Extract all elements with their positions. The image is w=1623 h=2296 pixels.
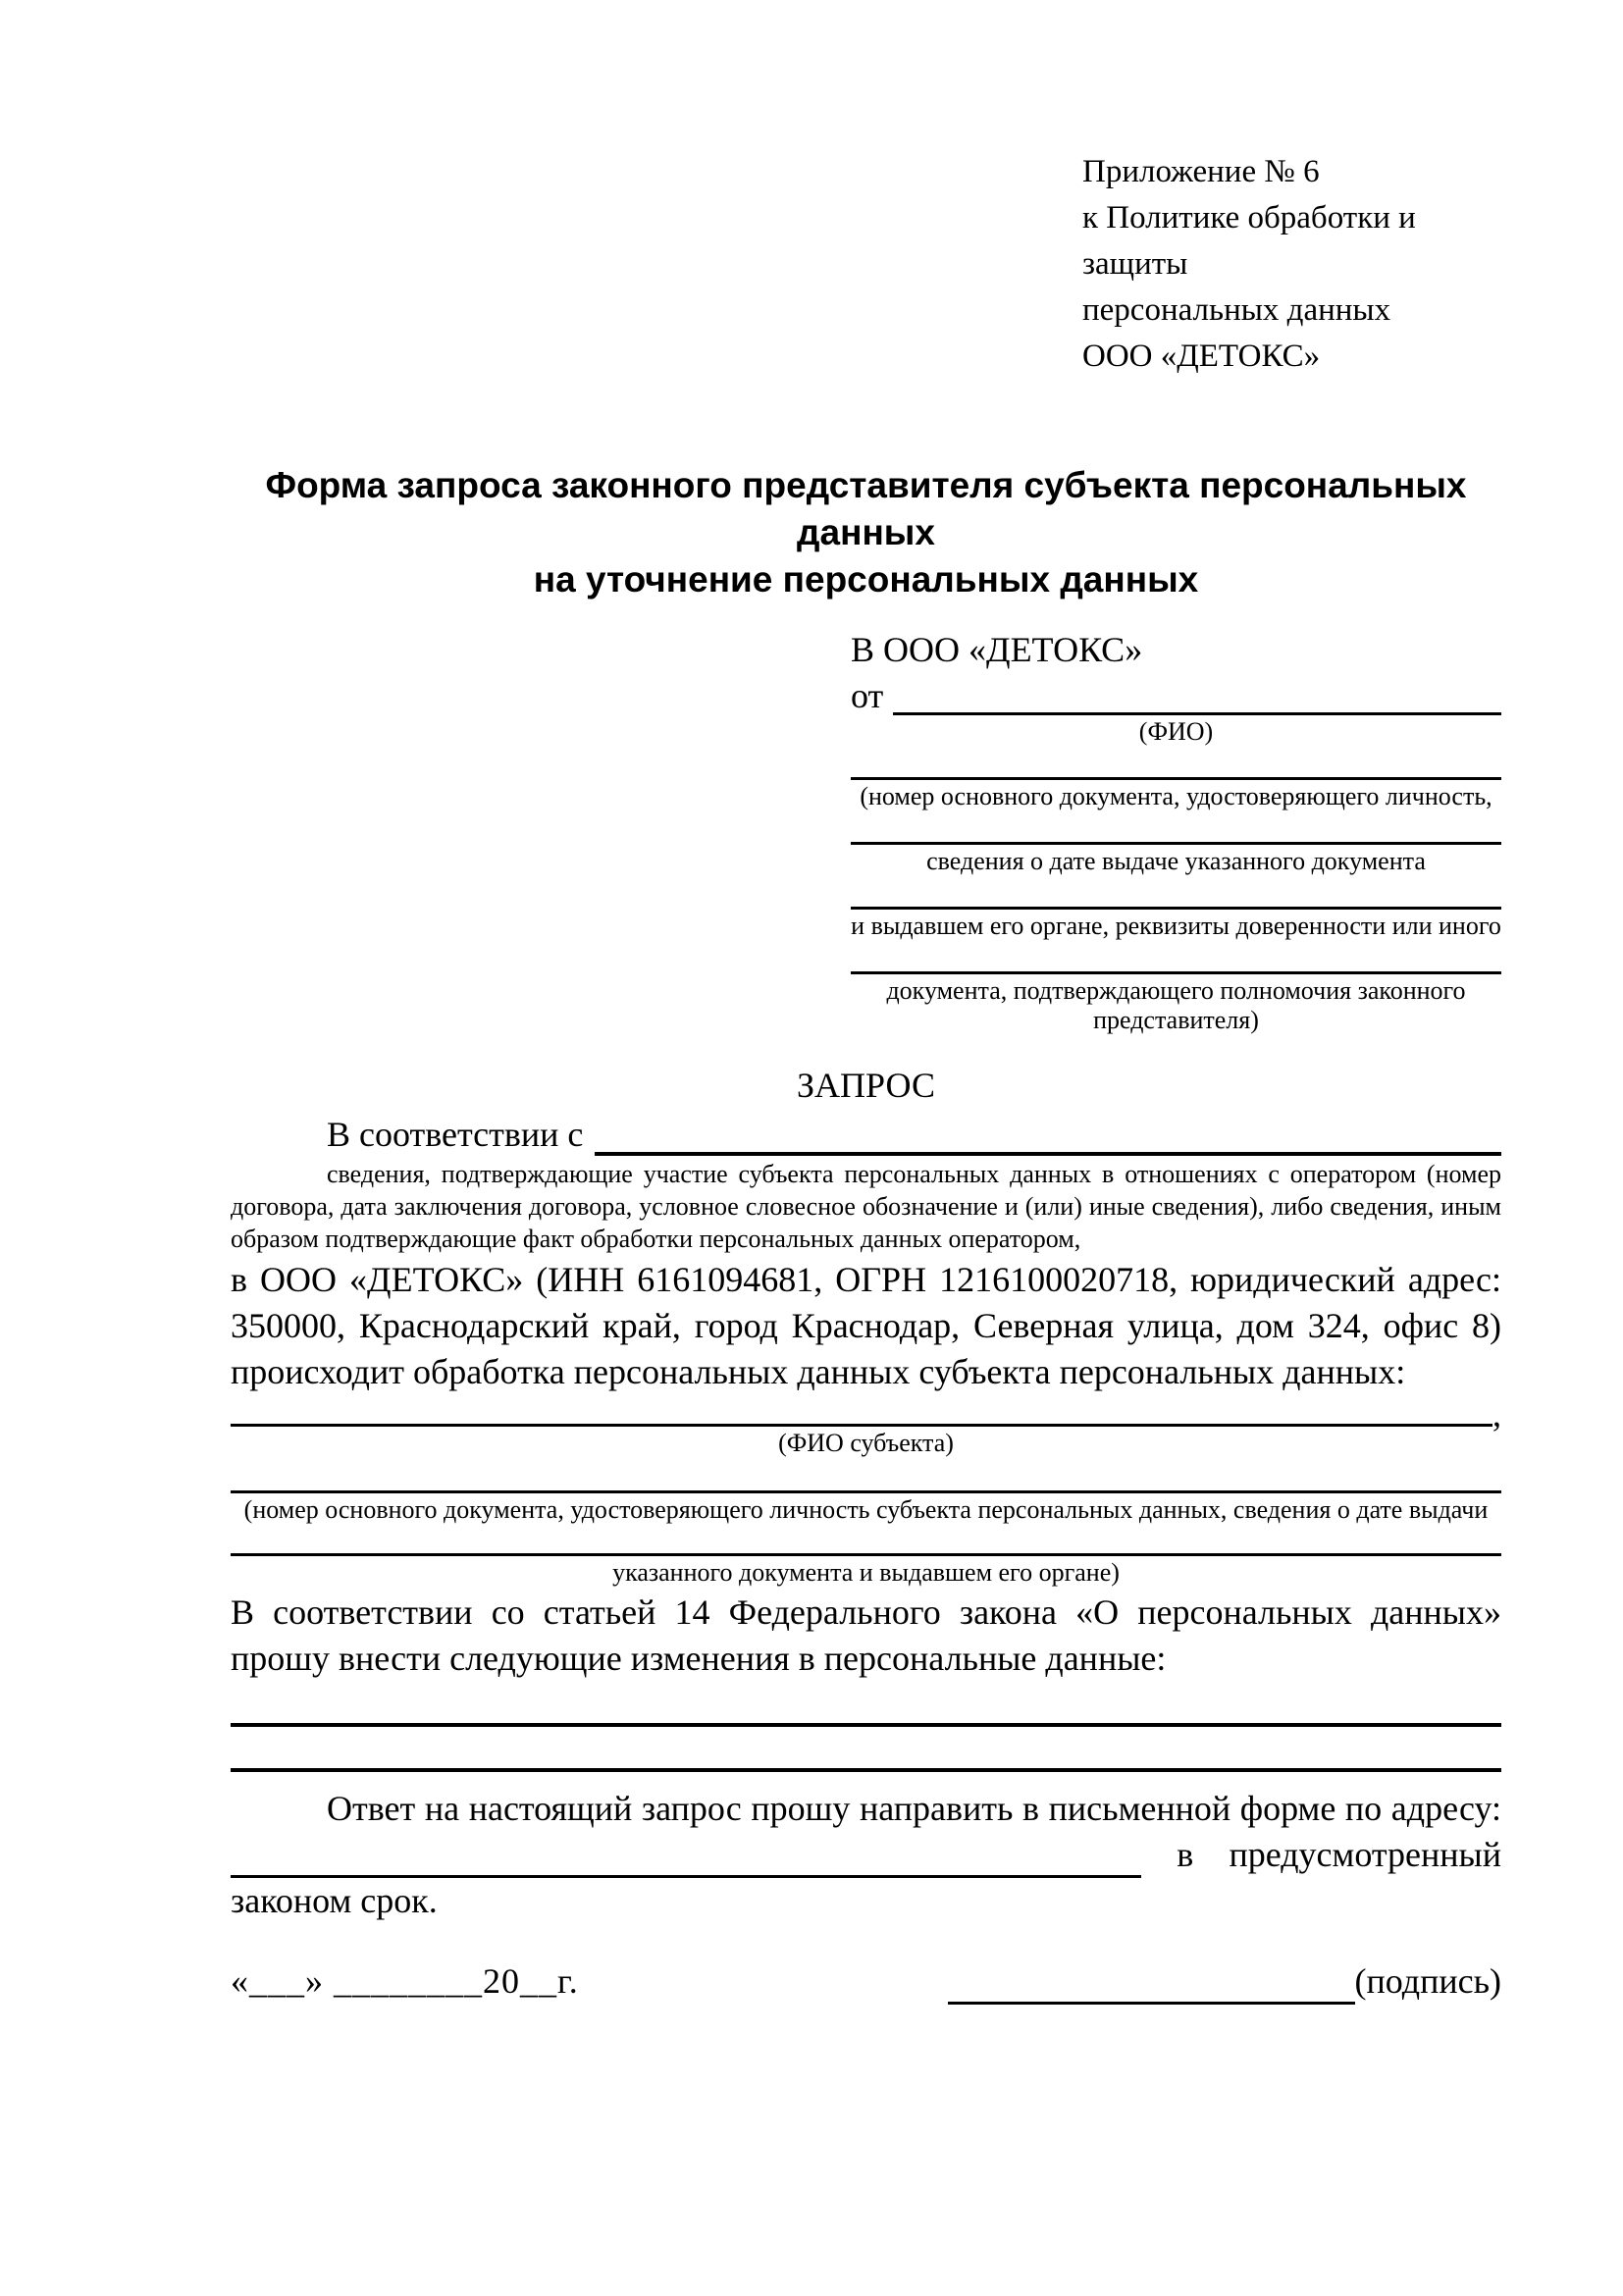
representative-doc-row-1 [851,747,1501,811]
subject-doc-caption-1: (номер основного документа, удостоверяющего личность субъекта персональных данных, сведения о дате выдачи [243,1495,1489,1524]
intro-caption: сведения, подтверждающие участие субъекта персональных данных в отношениях с оператором (номер договора, дата заключения договора, условное словесное обозначение и (или) иные сведения), либо сведения, иным образом подтверждающие факт обработки персональных данных оператором, [231,1160,1501,1253]
address-fill-line [231,1835,1141,1878]
subject-doc-row-1 [231,1458,1501,1525]
subject-doc-row-2 [231,1525,1501,1588]
addressee-org: В ООО «ДЕТОКС» [851,630,1143,669]
from-row [851,676,1501,715]
subject-fio-caption: (ФИО субъекта) [778,1429,954,1457]
appendix-line: Приложение № 6 [1082,154,1320,189]
appendix-line: персональных данных [1082,292,1391,328]
date-field: «___» ________20__г. [231,1961,579,2001]
answer-word-2: предусмотренный [1229,1835,1501,1874]
changes-fill-line-2 [231,1727,1501,1772]
representative-doc-row-4 [851,941,1501,1035]
subject-doc-fill-line-2 [231,1525,1501,1556]
subject-fio-row [231,1394,1501,1434]
representative-doc-fill-line-1 [851,747,1501,780]
request-heading: ЗАПРОС [797,1066,935,1105]
signature-fill-line [948,1961,1355,2005]
appendix-line: ООО «ДЕТОКС» [1082,339,1321,374]
intro-label: В соответствии с [327,1115,584,1154]
subject-doc-fill-line-1 [231,1458,1501,1493]
representative-doc-caption-1: (номер основного документа, удостоверяющего личность, [860,782,1492,810]
appendix-note [1082,149,1501,380]
answer-word-1: в [1177,1835,1194,1874]
representative-doc-row-3 [851,876,1501,941]
form-title-line-1: Форма запроса законного представителя субъекта персональных данных [265,465,1467,552]
subject-fio-fill-line [231,1403,1492,1427]
representative-doc-caption-2: сведения о дате выдаче указанного документа [926,847,1426,875]
from-fill-line [893,678,1501,715]
appendix-line: к Политике обработки и защиты [1082,200,1416,282]
subject-fio-comma: , [1492,1394,1501,1434]
form-title-line-2: на уточнение персональных данных [533,559,1199,600]
operator-paragraph: в ООО «ДЕТОКС» (ИНН 6161094681, ОГРН 1216100020718, юридический адрес: 350000, Краснодарский край, город Краснодар, Северная улица, дом 324, офис 8) происходит обработка персональных данных субъекта персональных данных: [231,1260,1501,1391]
representative-doc-caption-4: документа, подтверждающего полномочия законного представителя) [886,976,1466,1034]
answer-address-row [231,1832,1501,1878]
representative-doc-fill-line-4 [851,941,1501,974]
representative-doc-row-2 [851,811,1501,876]
representative-doc-fill-line-2 [851,811,1501,845]
answer-tail: законом срок. [231,1881,438,1920]
answer-paragraph: Ответ на настоящий запрос прошу направить в письменной форме по адресу: [327,1789,1501,1828]
law-paragraph: В соответствии со статьей 14 Федерального закона «О персональных данных» прошу внести следующие изменения в персональные данные: [231,1592,1501,1678]
signature-group [948,1957,1501,2005]
footer-row [231,1957,1501,2005]
representative-doc-caption-3: и выдавшем его органе, реквизиты доверенности или иного [851,912,1501,940]
intro-fill-line [595,1115,1501,1156]
form-title [231,462,1501,603]
changes-fill-line-1 [231,1682,1501,1727]
signature-caption: (подпись) [1354,1961,1501,2001]
addressee-block [851,627,1501,1035]
representative-doc-fill-line-3 [851,876,1501,910]
from-label: от [851,676,884,715]
subject-doc-caption-2: указанного документа и выдавшем его органе) [612,1558,1120,1587]
intro-row [231,1113,1501,1156]
fio-caption: (ФИО) [1138,717,1214,746]
